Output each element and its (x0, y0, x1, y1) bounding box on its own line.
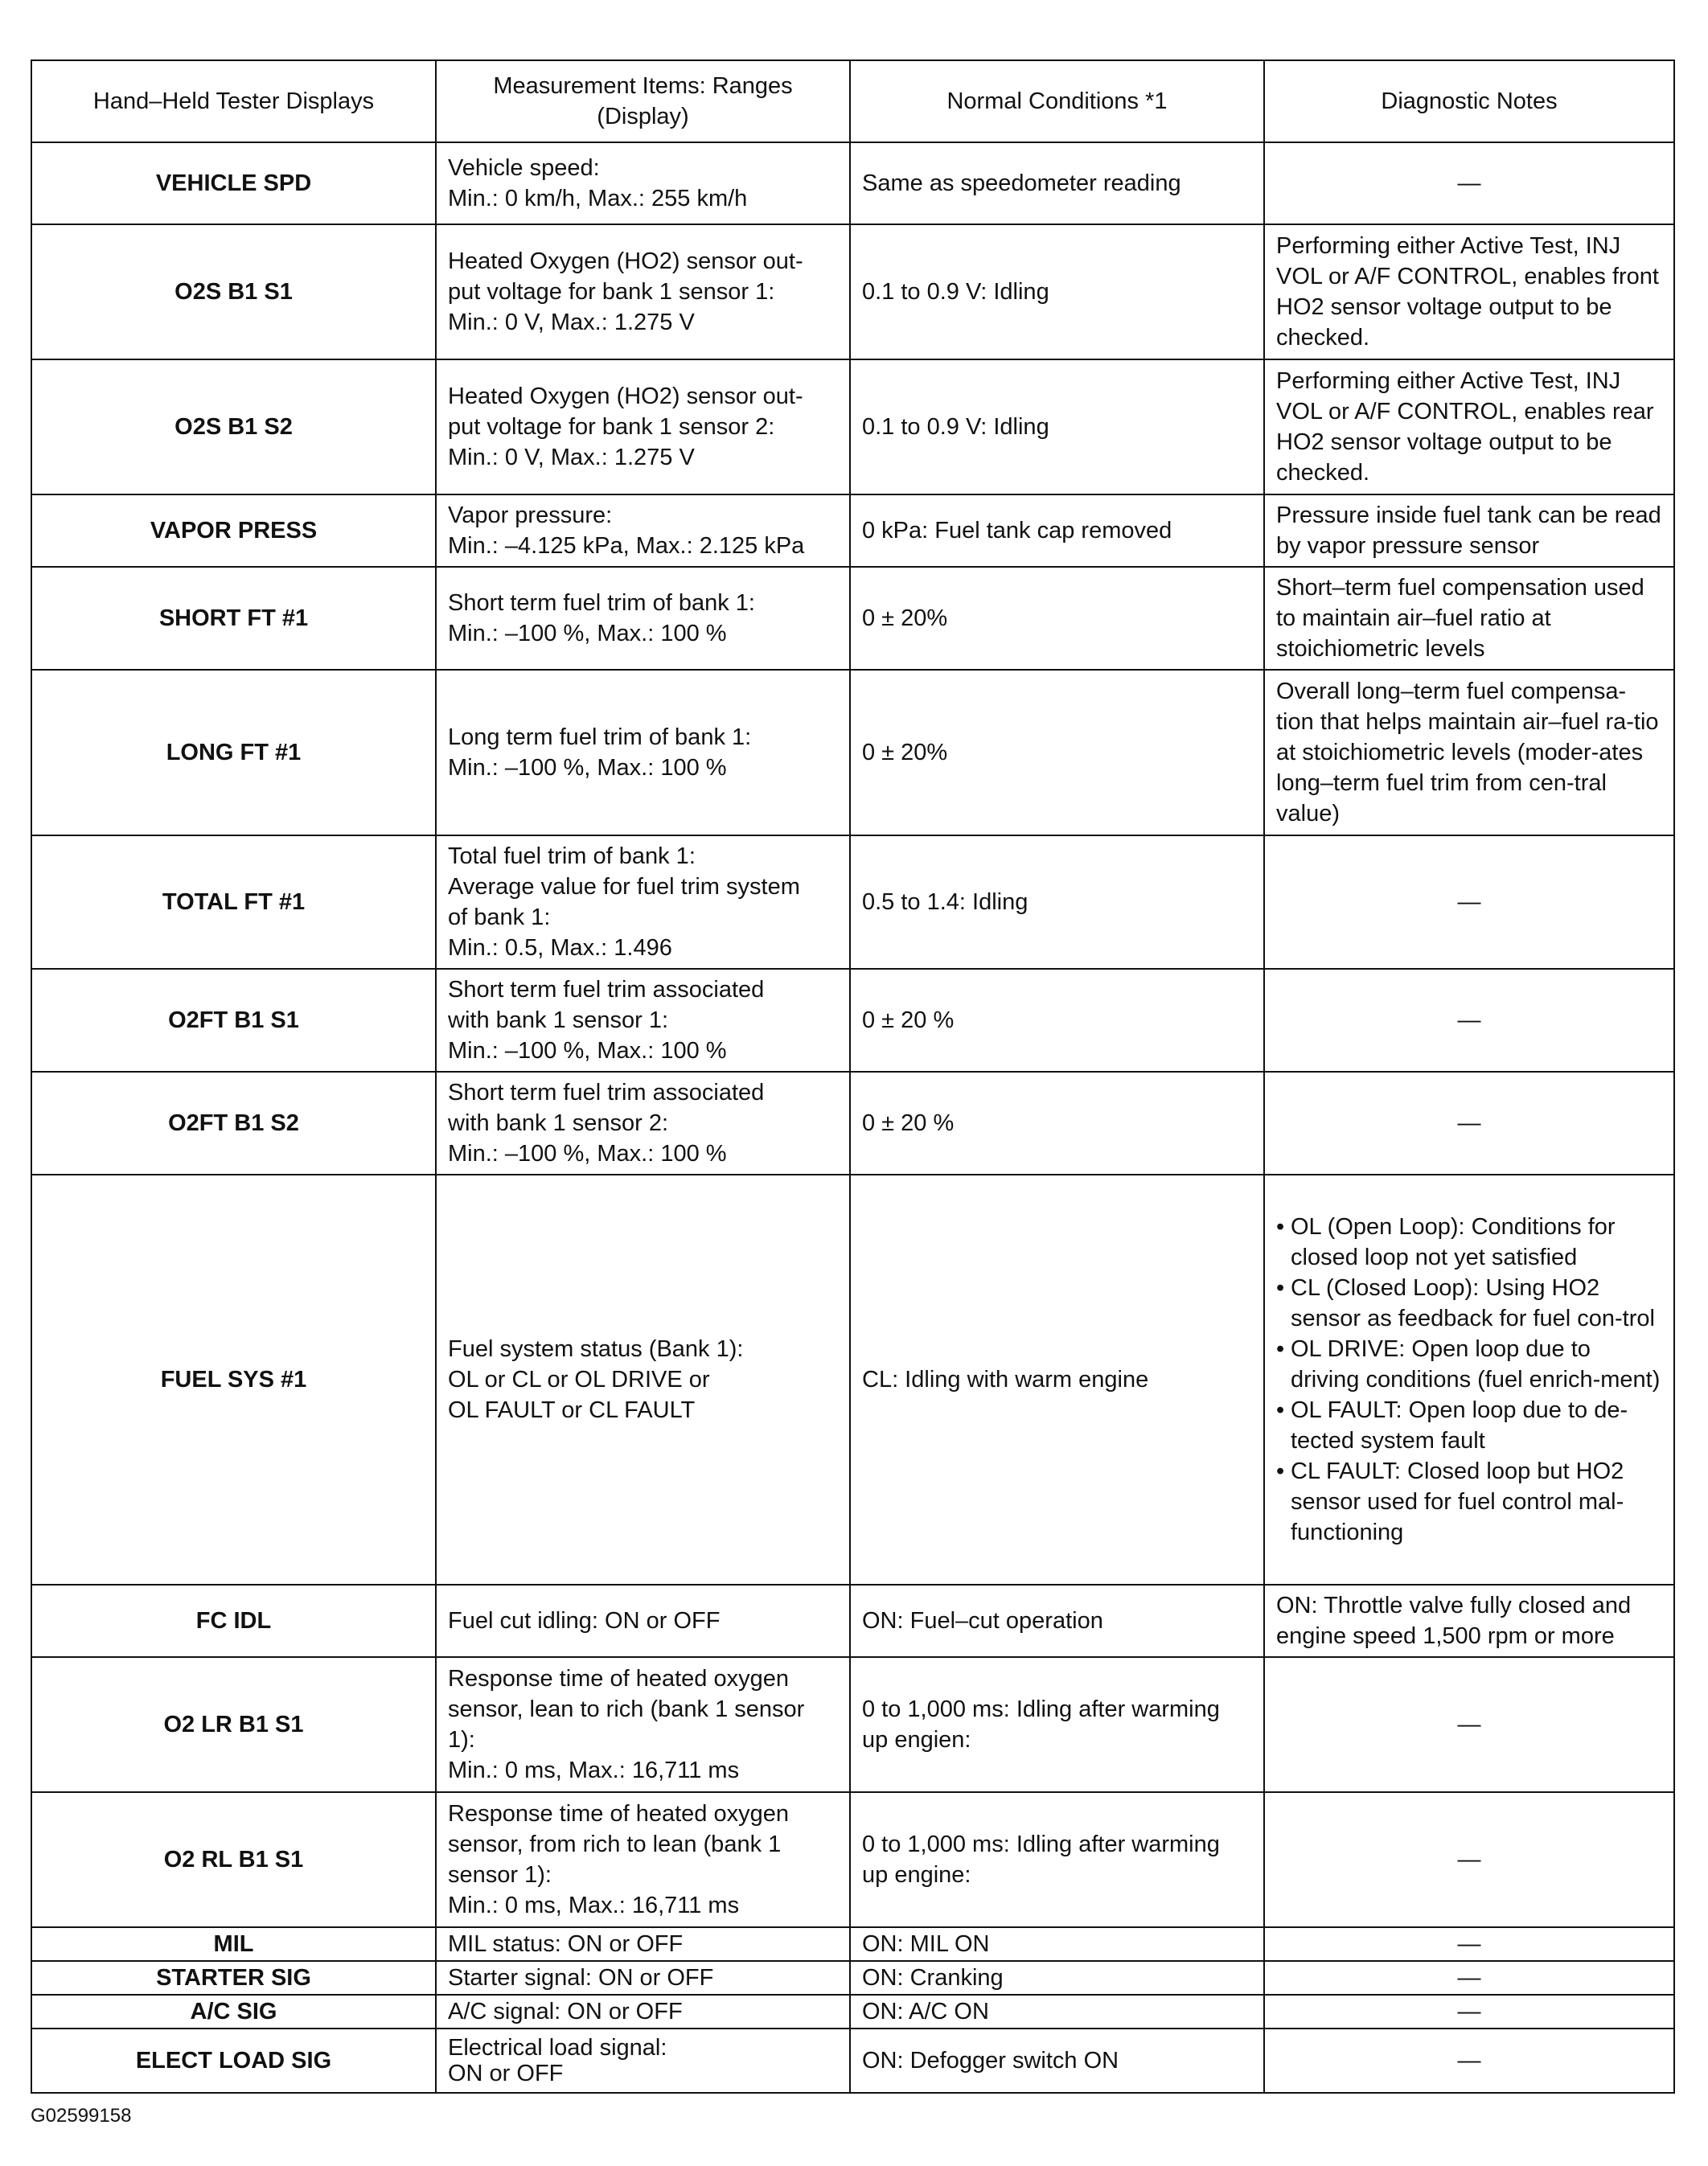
table-row (31, 1585, 1674, 1657)
tester-display-cell: SHORT FT #1 (31, 567, 436, 670)
tester-display-cell: MIL (31, 1927, 436, 1961)
measurement-cell: Electrical load signal: ON or OFF (436, 2029, 850, 2093)
tester-display-cell: FC IDL (31, 1585, 436, 1657)
measurement-cell: Vehicle speed: Min.: 0 km/h, Max.: 255 km/h (436, 142, 850, 224)
list-item: • OL (Open Loop): Conditions for closed loop not yet satisfied (1276, 1212, 1662, 1273)
measurement-cell: Vapor pressure: Min.: –4.125 kPa, Max.: 2.125 kPa (436, 494, 850, 567)
figure-code: G02599158 (31, 2105, 132, 2127)
list-item: • OL DRIVE: Open loop due to driving conditions (fuel enrich-ment) (1276, 1334, 1662, 1395)
header-tester-displays: Hand–Held Tester Displays (31, 60, 436, 142)
tester-display-cell: ELECT LOAD SIG (31, 2029, 436, 2093)
table-row (31, 1995, 1674, 2029)
measurement-cell: Long term fuel trim of bank 1: Min.: –100 %, Max.: 100 % (436, 670, 850, 835)
diagnostic-notes-cell: — (1264, 835, 1674, 969)
normal-conditions-cell: 0 to 1,000 ms: Idling after warming up engine: (850, 1792, 1264, 1927)
list-item: • CL (Closed Loop): Using HO2 sensor as feedback for fuel con-trol (1276, 1273, 1662, 1334)
tester-display-cell: O2S B1 S2 (31, 359, 436, 494)
measurement-cell: Total fuel trim of bank 1: Average value for fuel trim system of bank 1: Min.: 0.5, Max.: 1.496 (436, 835, 850, 969)
normal-conditions-cell: ON: Fuel–cut operation (850, 1585, 1264, 1657)
table-row (31, 1961, 1674, 1995)
tester-display-cell: TOTAL FT #1 (31, 835, 436, 969)
table-row (31, 1792, 1674, 1927)
diagnostic-notes-cell: Short–term fuel compensation used to maintain air–fuel ratio at stoichiometric levels (1264, 567, 1674, 670)
diagnostic-notes-cell: Overall long–term fuel compensa-tion that helps maintain air–fuel ra-tio at stoichiometric levels (moder-ates long–term fuel trim from cen-tral value) (1264, 670, 1674, 835)
normal-conditions-cell: ON: A/C ON (850, 1995, 1264, 2029)
table-row (31, 969, 1674, 1072)
normal-conditions-cell: Same as speedometer reading (850, 142, 1264, 224)
diagnostic-notes-cell: — (1264, 1961, 1674, 1995)
diagnostic-notes-cell: — (1264, 1927, 1674, 1961)
diagnostic-data-table (31, 59, 1675, 2094)
tester-display-cell: A/C SIG (31, 1995, 436, 2029)
normal-conditions-cell: CL: Idling with warm engine (850, 1175, 1264, 1585)
diagnostic-notes-cell: ON: Throttle valve fully closed and engine speed 1,500 rpm or more (1264, 1585, 1674, 1657)
diagnostic-notes-cell: — (1264, 1072, 1674, 1175)
diagnostic-notes-cell: Performing either Active Test, INJ VOL or A/F CONTROL, enables front HO2 sensor voltage output to be checked. (1264, 224, 1674, 359)
diagnostic-notes-cell: — (1264, 1995, 1674, 2029)
tester-display-cell: FUEL SYS #1 (31, 1175, 436, 1585)
list-item: • CL FAULT: Closed loop but HO2 sensor used for fuel control mal-functioning (1276, 1456, 1662, 1548)
tester-display-cell: O2S B1 S1 (31, 224, 436, 359)
diagnostic-notes-cell: — (1264, 142, 1674, 224)
header-measurement-items: Measurement Items: Ranges (Display) (436, 60, 850, 142)
diagnostic-notes-cell: — (1264, 969, 1674, 1072)
normal-conditions-cell: 0 to 1,000 ms: Idling after warming up engien: (850, 1657, 1264, 1792)
normal-conditions-cell: ON: MIL ON (850, 1927, 1264, 1961)
diagnostic-notes-cell: Pressure inside fuel tank can be read by vapor pressure sensor (1264, 494, 1674, 567)
measurement-cell: Fuel system status (Bank 1): OL or CL or OL DRIVE or OL FAULT or CL FAULT (436, 1175, 850, 1585)
measurement-cell: MIL status: ON or OFF (436, 1927, 850, 1961)
table-row (31, 1657, 1674, 1792)
measurement-cell: Short term fuel trim associated with bank 1 sensor 1: Min.: –100 %, Max.: 100 % (436, 969, 850, 1072)
tester-display-cell: O2FT B1 S1 (31, 969, 436, 1072)
table-row (31, 567, 1674, 670)
measurement-cell: Response time of heated oxygen sensor, lean to rich (bank 1 sensor 1): Min.: 0 ms, Max.: 16,711 ms (436, 1657, 850, 1792)
table-row (31, 142, 1674, 224)
header-normal-conditions: Normal Conditions *1 (850, 60, 1264, 142)
tester-display-cell: STARTER SIG (31, 1961, 436, 1995)
measurement-cell: Fuel cut idling: ON or OFF (436, 1585, 850, 1657)
normal-conditions-cell: 0 ± 20% (850, 567, 1264, 670)
normal-conditions-cell: 0 ± 20 % (850, 1072, 1264, 1175)
table-header-row (31, 60, 1674, 142)
normal-conditions-cell: 0 ± 20 % (850, 969, 1264, 1072)
diagnostic-notes-cell: — (1264, 2029, 1674, 2093)
diagnostic-notes-cell: — (1264, 1657, 1674, 1792)
header-diagnostic-notes: Diagnostic Notes (1264, 60, 1674, 142)
table-row (31, 494, 1674, 567)
normal-conditions-cell: 0.1 to 0.9 V: Idling (850, 224, 1264, 359)
measurement-cell: Starter signal: ON or OFF (436, 1961, 850, 1995)
table-row (31, 224, 1674, 359)
normal-conditions-cell: ON: Defogger switch ON (850, 2029, 1264, 2093)
normal-conditions-cell: ON: Cranking (850, 1961, 1264, 1995)
table-row (31, 1072, 1674, 1175)
table-row (31, 359, 1674, 494)
tester-display-cell: O2 LR B1 S1 (31, 1657, 436, 1792)
fuel-system-status-list (1276, 1212, 1662, 1548)
table-row (31, 670, 1674, 835)
table-row (31, 2029, 1674, 2093)
measurement-cell: Response time of heated oxygen sensor, from rich to lean (bank 1 sensor 1): Min.: 0 ms, Max.: 16,711 ms (436, 1792, 850, 1927)
tester-display-cell: O2 RL B1 S1 (31, 1792, 436, 1927)
normal-conditions-cell: 0 ± 20% (850, 670, 1264, 835)
measurement-cell: Heated Oxygen (HO2) sensor out- put voltage for bank 1 sensor 1: Min.: 0 V, Max.: 1.275 V (436, 224, 850, 359)
tester-display-cell: VEHICLE SPD (31, 142, 436, 224)
list-item: • OL FAULT: Open loop due to de-tected system fault (1276, 1395, 1662, 1456)
tester-display-cell: LONG FT #1 (31, 670, 436, 835)
diagnostic-notes-cell (1264, 1175, 1674, 1585)
diagnostic-notes-cell: — (1264, 1792, 1674, 1927)
table-row (31, 1175, 1674, 1585)
normal-conditions-cell: 0.1 to 0.9 V: Idling (850, 359, 1264, 494)
diagnostic-notes-cell: Performing either Active Test, INJ VOL or A/F CONTROL, enables rear HO2 sensor voltage output to be checked. (1264, 359, 1674, 494)
table-row (31, 1927, 1674, 1961)
normal-conditions-cell: 0.5 to 1.4: Idling (850, 835, 1264, 969)
measurement-cell: Heated Oxygen (HO2) sensor out- put voltage for bank 1 sensor 2: Min.: 0 V, Max.: 1.275 V (436, 359, 850, 494)
measurement-cell: A/C signal: ON or OFF (436, 1995, 850, 2029)
measurement-cell: Short term fuel trim of bank 1: Min.: –100 %, Max.: 100 % (436, 567, 850, 670)
table-row (31, 835, 1674, 969)
tester-display-cell: O2FT B1 S2 (31, 1072, 436, 1175)
tester-display-cell: VAPOR PRESS (31, 494, 436, 567)
normal-conditions-cell: 0 kPa: Fuel tank cap removed (850, 494, 1264, 567)
measurement-cell: Short term fuel trim associated with bank 1 sensor 2: Min.: –100 %, Max.: 100 % (436, 1072, 850, 1175)
